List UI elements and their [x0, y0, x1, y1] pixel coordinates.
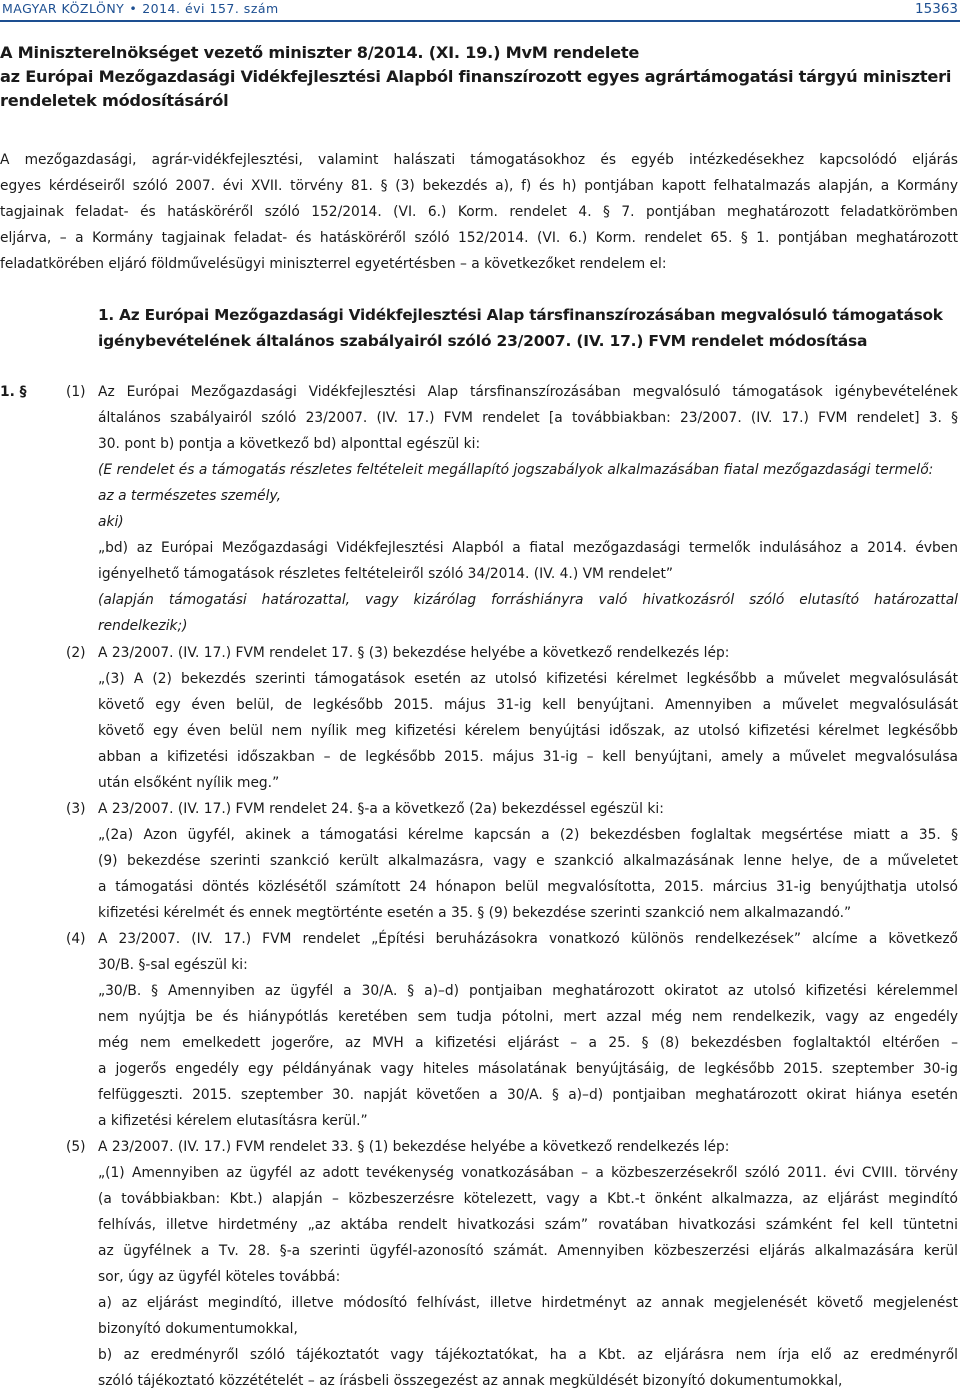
paragraph-line: sor, úgy az ügyfél köteles továbbá: [98, 1269, 341, 1285]
chapter-heading [98, 302, 948, 354]
paragraph-line: „(1) Amennyiben az ügyfél az adott tevékenység vonatkozásában – a közbeszerzésekről szóló 2011. évi CVIII. törvény [98, 1165, 958, 1181]
header-journal-info [2, 1, 279, 17]
paragraph-number: (2) [66, 645, 86, 661]
section-number: 1. § [0, 384, 27, 400]
paragraph-line: 30. pont b) pontja a következő bd) alponttal egészül ki: [98, 436, 481, 452]
paragraph-body [98, 640, 958, 796]
paragraph-line: szóló tájékoztató közzétételét – az írásbeli összegezést az annak megküldését bizonyító dokumentumokkal, [98, 1373, 843, 1389]
paragraph-body [98, 379, 958, 639]
paragraph-line: nem nyújtja be és hiánypótlás keretében sem tudja pótolni, mert azzal még nem rendelkezik, vagy az engedély [98, 1009, 958, 1025]
paragraph-line: a kifizetési kérelem elutasításra kerül.” [98, 1113, 368, 1129]
paragraph-line: a) az eljárást megindító, illetve módosító felhívást, illetve hirdetményt az annak megjelenését követő megjelenést [98, 1295, 958, 1311]
journal-name: MAGYAR KÖZLÖNY [2, 1, 125, 16]
preamble-line: tagjainak feladat- és hatásköréről szóló 152/2014. (VI. 6.) Korm. rendelet 4. § 7. pontjában meghatározott feladatkörömben [0, 204, 958, 220]
title-line: A Miniszterelnökséget vezető miniszter 8/2014. (XI. 19.) MvM rendelete [0, 43, 640, 62]
decree-title [0, 41, 960, 113]
paragraph-line: „30/B. § Amennyiben az ügyfél a 30/A. § a)–d) pontjaiban meghatározott okiratot az utolsó kifizetési kérelemmel [98, 983, 958, 999]
separator-bullet: • [129, 1, 138, 16]
paragraph-line: rendelkezik;) [98, 618, 188, 634]
paragraph-line: „(2a) Azon ügyfél, akinek a támogatási kérelme kapcsán a (2) bekezdésben foglaltak megsértése miatt a 35. § [98, 827, 958, 843]
paragraph-line: az ügyfélnek a Tv. 28. §-a szerinti ügyfél-azonosító számát. Amennyiben közbeszerzési eljárás alkalmazására kerül [98, 1243, 958, 1259]
paragraph-line: abban a kifizetési időszakban – de legkésőbb 2015. május 31-ig – kell benyújtani, amely a művelet megvalósulása [98, 749, 958, 765]
preamble-line: egyes kérdéseiről szóló 2007. évi XVII. törvény 81. § (3) bekezdés a), f) és h) pontjában kapott felhatalmazás alapján, a Kormány [0, 178, 958, 194]
paragraph-line: követő egy éven belül, de legkésőbb 2015. május 31-ig kell benyújtani. Amennyiben a művelet megvalósulását [98, 697, 958, 713]
preamble-line: feladatkörében eljáró földművelésügyi miniszterrel egyetértésben – a következőket rendelem el: [0, 256, 667, 272]
paragraph-number: (3) [66, 801, 86, 817]
paragraph-line: (alapján támogatási határozattal, vagy kizárólag forráshiányra való hivatkozásról szóló elutasító határozattal [98, 592, 958, 608]
paragraph-line: kifizetési kérelmét és ennek megtörténte esetén a 35. § (9) bekezdése szerinti szankció nem alkalmazandó.” [98, 905, 852, 921]
title-line: rendeletek módosításáról [0, 91, 229, 110]
paragraph-body [98, 926, 958, 1134]
paragraph-line: (a továbbiakban: Kbt.) alapján – közbeszerzésre kötelezett, vagy a Kbt.-t önként alkalmazza, az eljárást megindító [98, 1191, 958, 1207]
paragraph-line: még nem emelkedett jogerőre, az MVH a kifizetési eljárást – a 25. § (8) bekezdésben foglaltaktól eltérően – [98, 1035, 958, 1051]
paragraph-line: a támogatási döntés közlésétől számított 24 hónapon belül megvalósította, 2015. március 31-ig benyújthatja utolsó [98, 879, 958, 895]
paragraph-number: (5) [66, 1139, 86, 1155]
paragraph-line: után elsőként nyílik meg.” [98, 775, 280, 791]
paragraph-line: bizonyító dokumentumokkal, [98, 1321, 298, 1337]
page-header [0, 0, 960, 20]
paragraph-line: igényelhető támogatások részletes feltételeiről szóló 34/2014. (IV. 4.) VM rendelet” [98, 566, 674, 582]
paragraph-line: A 23/2007. (IV. 17.) FVM rendelet „Építési beruházásokra vonatkozó különös rendelkezések” alcíme a következő [98, 931, 958, 947]
paragraph-line: A 23/2007. (IV. 17.) FVM rendelet 24. §-a a következő (2a) bekezdéssel egészül ki: [98, 801, 664, 817]
chapter-heading-line: igénybevételének általános szabályairól szóló 23/2007. (IV. 17.) FVM rendelet módosítása [98, 332, 868, 350]
paragraph-line: aki) [98, 514, 124, 530]
paragraph-line: követő egy éven belül nem nyílik meg kifizetési kérelem benyújtási időszak, az utolsó kifizetési kérelmet legkésőbb [98, 723, 958, 739]
title-line: az Európai Mezőgazdasági Vidékfejlesztési Alapból finanszírozott egyes agrártámogatási tárgyú miniszteri [0, 67, 952, 86]
paragraph-line: (9) bekezdése szerinti szankció került alkalmazásra, vagy e szankció alkalmazásának lenne helye, de a műveletet [98, 853, 958, 869]
paragraph-line: 30/B. §-sal egészül ki: [98, 957, 248, 973]
paragraph-number: (4) [66, 931, 86, 947]
paragraph-line: A 23/2007. (IV. 17.) FVM rendelet 33. § (1) bekezdése helyébe a következő rendelkezés lép: [98, 1139, 730, 1155]
paragraph-line: Az Európai Mezőgazdasági Vidékfejlesztési Alap társfinanszírozásában megvalósuló támogatások igénybevételének [98, 384, 958, 400]
paragraph-line: a jogerős engedély egy példányának vagy hiteles másolatának benyújtásáig, de legkésőbb 2015. szeptember 30-ig [98, 1061, 958, 1077]
paragraph-number: (1) [66, 384, 86, 400]
paragraph-body [98, 796, 958, 926]
paragraph-line: az a természetes személy, [98, 488, 281, 504]
paragraph-line: felhívás, illetve hirdetmény „az aktába rendelt hivatkozási szám” rovatában hivatkozási számként fel kell tüntetni [98, 1217, 958, 1233]
preamble [0, 147, 958, 277]
paragraph-body [98, 1134, 958, 1394]
paragraph-line: A 23/2007. (IV. 17.) FVM rendelet 17. § (3) bekezdése helyébe a következő rendelkezés lép: [98, 645, 730, 661]
paragraph-line: (E rendelet és a támogatás részletes feltételeit megállapító jogszabályok alkalmazásában fiatal mezőgazdasági termelő: [98, 462, 934, 478]
preamble-line: A mezőgazdasági, agrár-vidékfejlesztési, valamint halászati támogatásokhoz és egyéb intézkedésekhez kapcsolódó eljárás [0, 152, 958, 168]
chapter-heading-line: 1. Az Európai Mezőgazdasági Vidékfejlesztési Alap társfinanszírozásában megvalósuló támogatások [98, 306, 943, 324]
paragraph-line: „(3) A (2) bekezdés szerinti támogatások esetén az utolsó kifizetési kérelmet legkésőbb a művelet megvalósulását [98, 671, 958, 687]
paragraph-line: általános szabályairól szóló 23/2007. (IV. 17.) FVM rendelet [a továbbiakban: 23/2007. (IV. 17.) FVM rendelet] 3. § [98, 410, 958, 426]
paragraph-line: b) az eredményről szóló tájékoztatót vagy tájékoztatókat, ha a Kbt. az eljárásra nem írja elő az eredményről [98, 1347, 958, 1363]
paragraph-line: „bd) az Európai Mezőgazdasági Vidékfejlesztési Alapból a fiatal mezőgazdasági termelők indulásához a 2014. évben [98, 540, 958, 556]
issue-number: 2014. évi 157. szám [142, 1, 279, 16]
paragraph-line: felfüggeszti. 2015. szeptember 30. napját követően a 30/A. § a)–d) pontjaiban meghatározott okirat hiánya esetén [98, 1087, 958, 1103]
preamble-line: eljárva, – a Kormány tagjainak feladat- és hatásköréről szóló 152/2014. (VI. 6.) Korm. rendelet 65. § 1. pontjában meghatározott [0, 230, 958, 246]
header-divider [0, 20, 960, 22]
page-number: 15363 [915, 1, 958, 17]
